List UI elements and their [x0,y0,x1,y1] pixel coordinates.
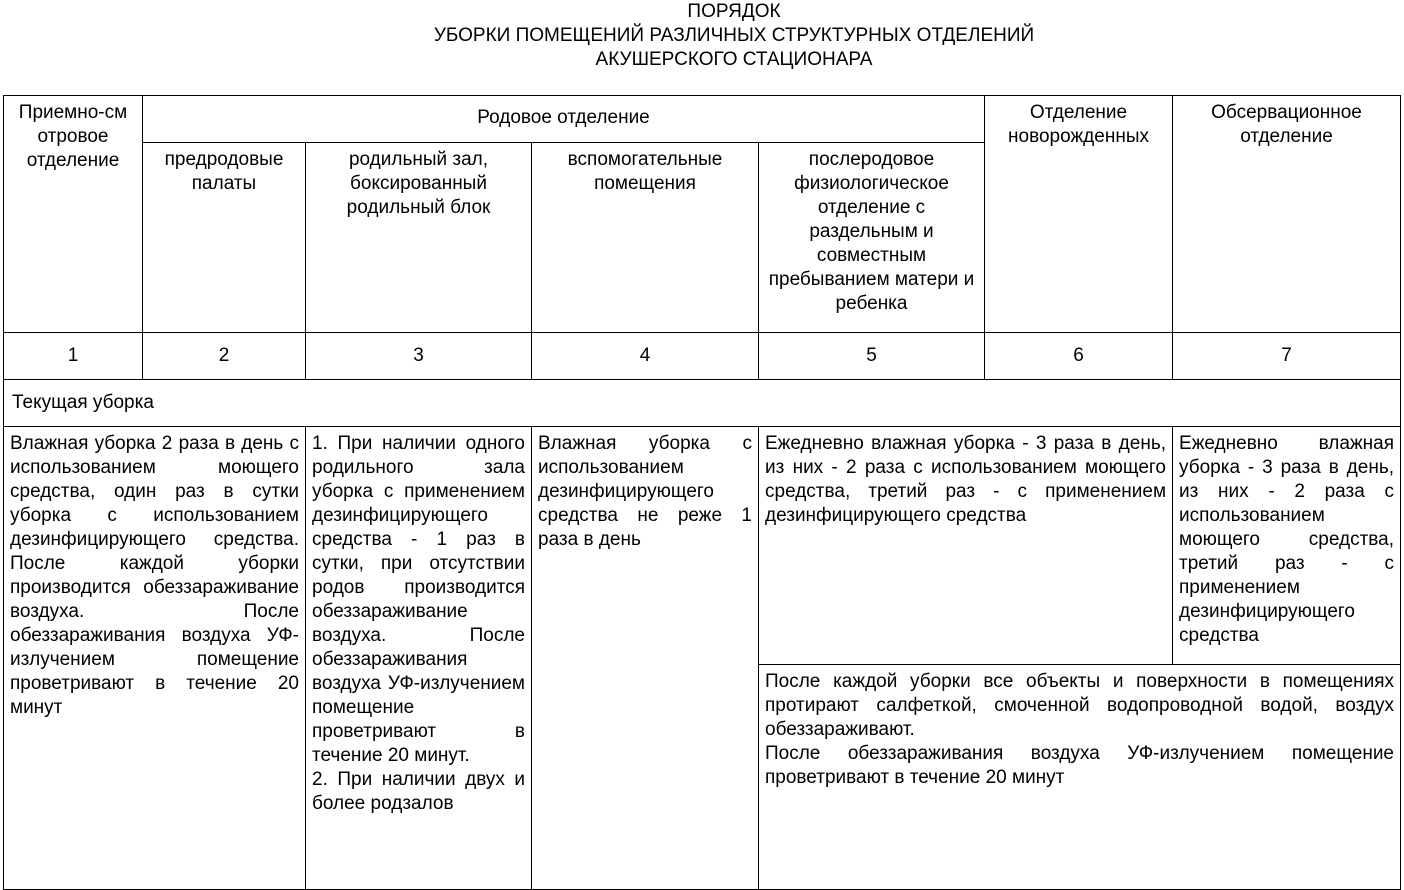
column-number: 1 [4,333,143,380]
body-observation: Ежедневно влажная уборка - 3 раза в день, из них - 2 раза с использованием моющего средства, третий раз - с применением дезинфицирующего средства [1173,427,1401,665]
header-auxiliary-rooms: вспомогательные помещения [532,143,759,333]
cleaning-table [3,95,1401,890]
title-line-1: ПОРЯДОК [687,1,781,22]
body-postpartum-newborn: Ежедневно влажная уборка - 3 раза в день, из них - 2 раза с использованием моющего средства, третий раз - с применением дезинфицирующего средства [759,427,1173,665]
header-admission-dept: Приемно-см отровое отделение [4,96,143,333]
body-auxiliary: Влажная уборка с использованием дезинфицирующего средства не реже 1 раза в день [532,427,759,890]
column-number: 6 [985,333,1173,380]
header-observation-dept: Обсервационное отделение [1173,96,1401,333]
header-newborn-dept: Отделение новорожденных [985,96,1173,333]
column-number: 4 [532,333,759,380]
column-number: 5 [759,333,985,380]
section-current-cleaning: Текущая уборка [4,380,1401,427]
body-delivery-room [306,427,532,890]
title-line-3: АКУШЕРСКОГО СТАЦИОНАРА [595,49,873,70]
document-title [0,0,1404,72]
title-line-2: УБОРКИ ПОМЕЩЕНИЙ РАЗЛИЧНЫХ СТРУКТУРНЫХ ОТДЕЛЕНИЙ [433,25,1035,46]
body-after-cleaning-p1: После каждой уборки все объекты и поверхности в помещениях протирают салфеткой, смоченной водопроводной водой, воздух обеззараживают. [765,671,1395,740]
column-number: 2 [143,333,306,380]
header-prenatal-wards: предродовые палаты [143,143,306,333]
body-delivery-room-p2: 2. При наличии двух и более родзалов [312,769,525,814]
body-delivery-room-p1: 1. При наличии одного родильного зала уборка с применением дезинфицирующего средства - 1 раз в сутки, при отсутствии родов производится обеззараживание воздуха. После обеззараживания воздуха УФ-излучением помещение проветривают в течение 20 минут. [312,433,525,766]
body-admission: Влажная уборка 2 раза в день с использованием моющего средства, один раз в сутки уборка с использованием дезинфицирующего средства. После каждой уборки производится обеззараживание воздуха. После обеззараживания воздуха УФ-излучением помещение проветривают в течение 20 минут [4,427,306,890]
header-postpartum-dept: послеродовое физиологическое отделение с раздельным и совместным пребыванием матери и ребенка [759,143,985,333]
header-delivery-room: родильный зал, боксированный родильный блок [306,143,532,333]
header-maternity-dept: Родовое отделение [143,96,985,143]
body-after-cleaning-p2: После обеззараживания воздуха УФ-излучением помещение проветривают в течение 20 минут [765,743,1395,788]
body-after-cleaning [759,665,1401,890]
column-number: 7 [1173,333,1401,380]
column-number: 3 [306,333,532,380]
